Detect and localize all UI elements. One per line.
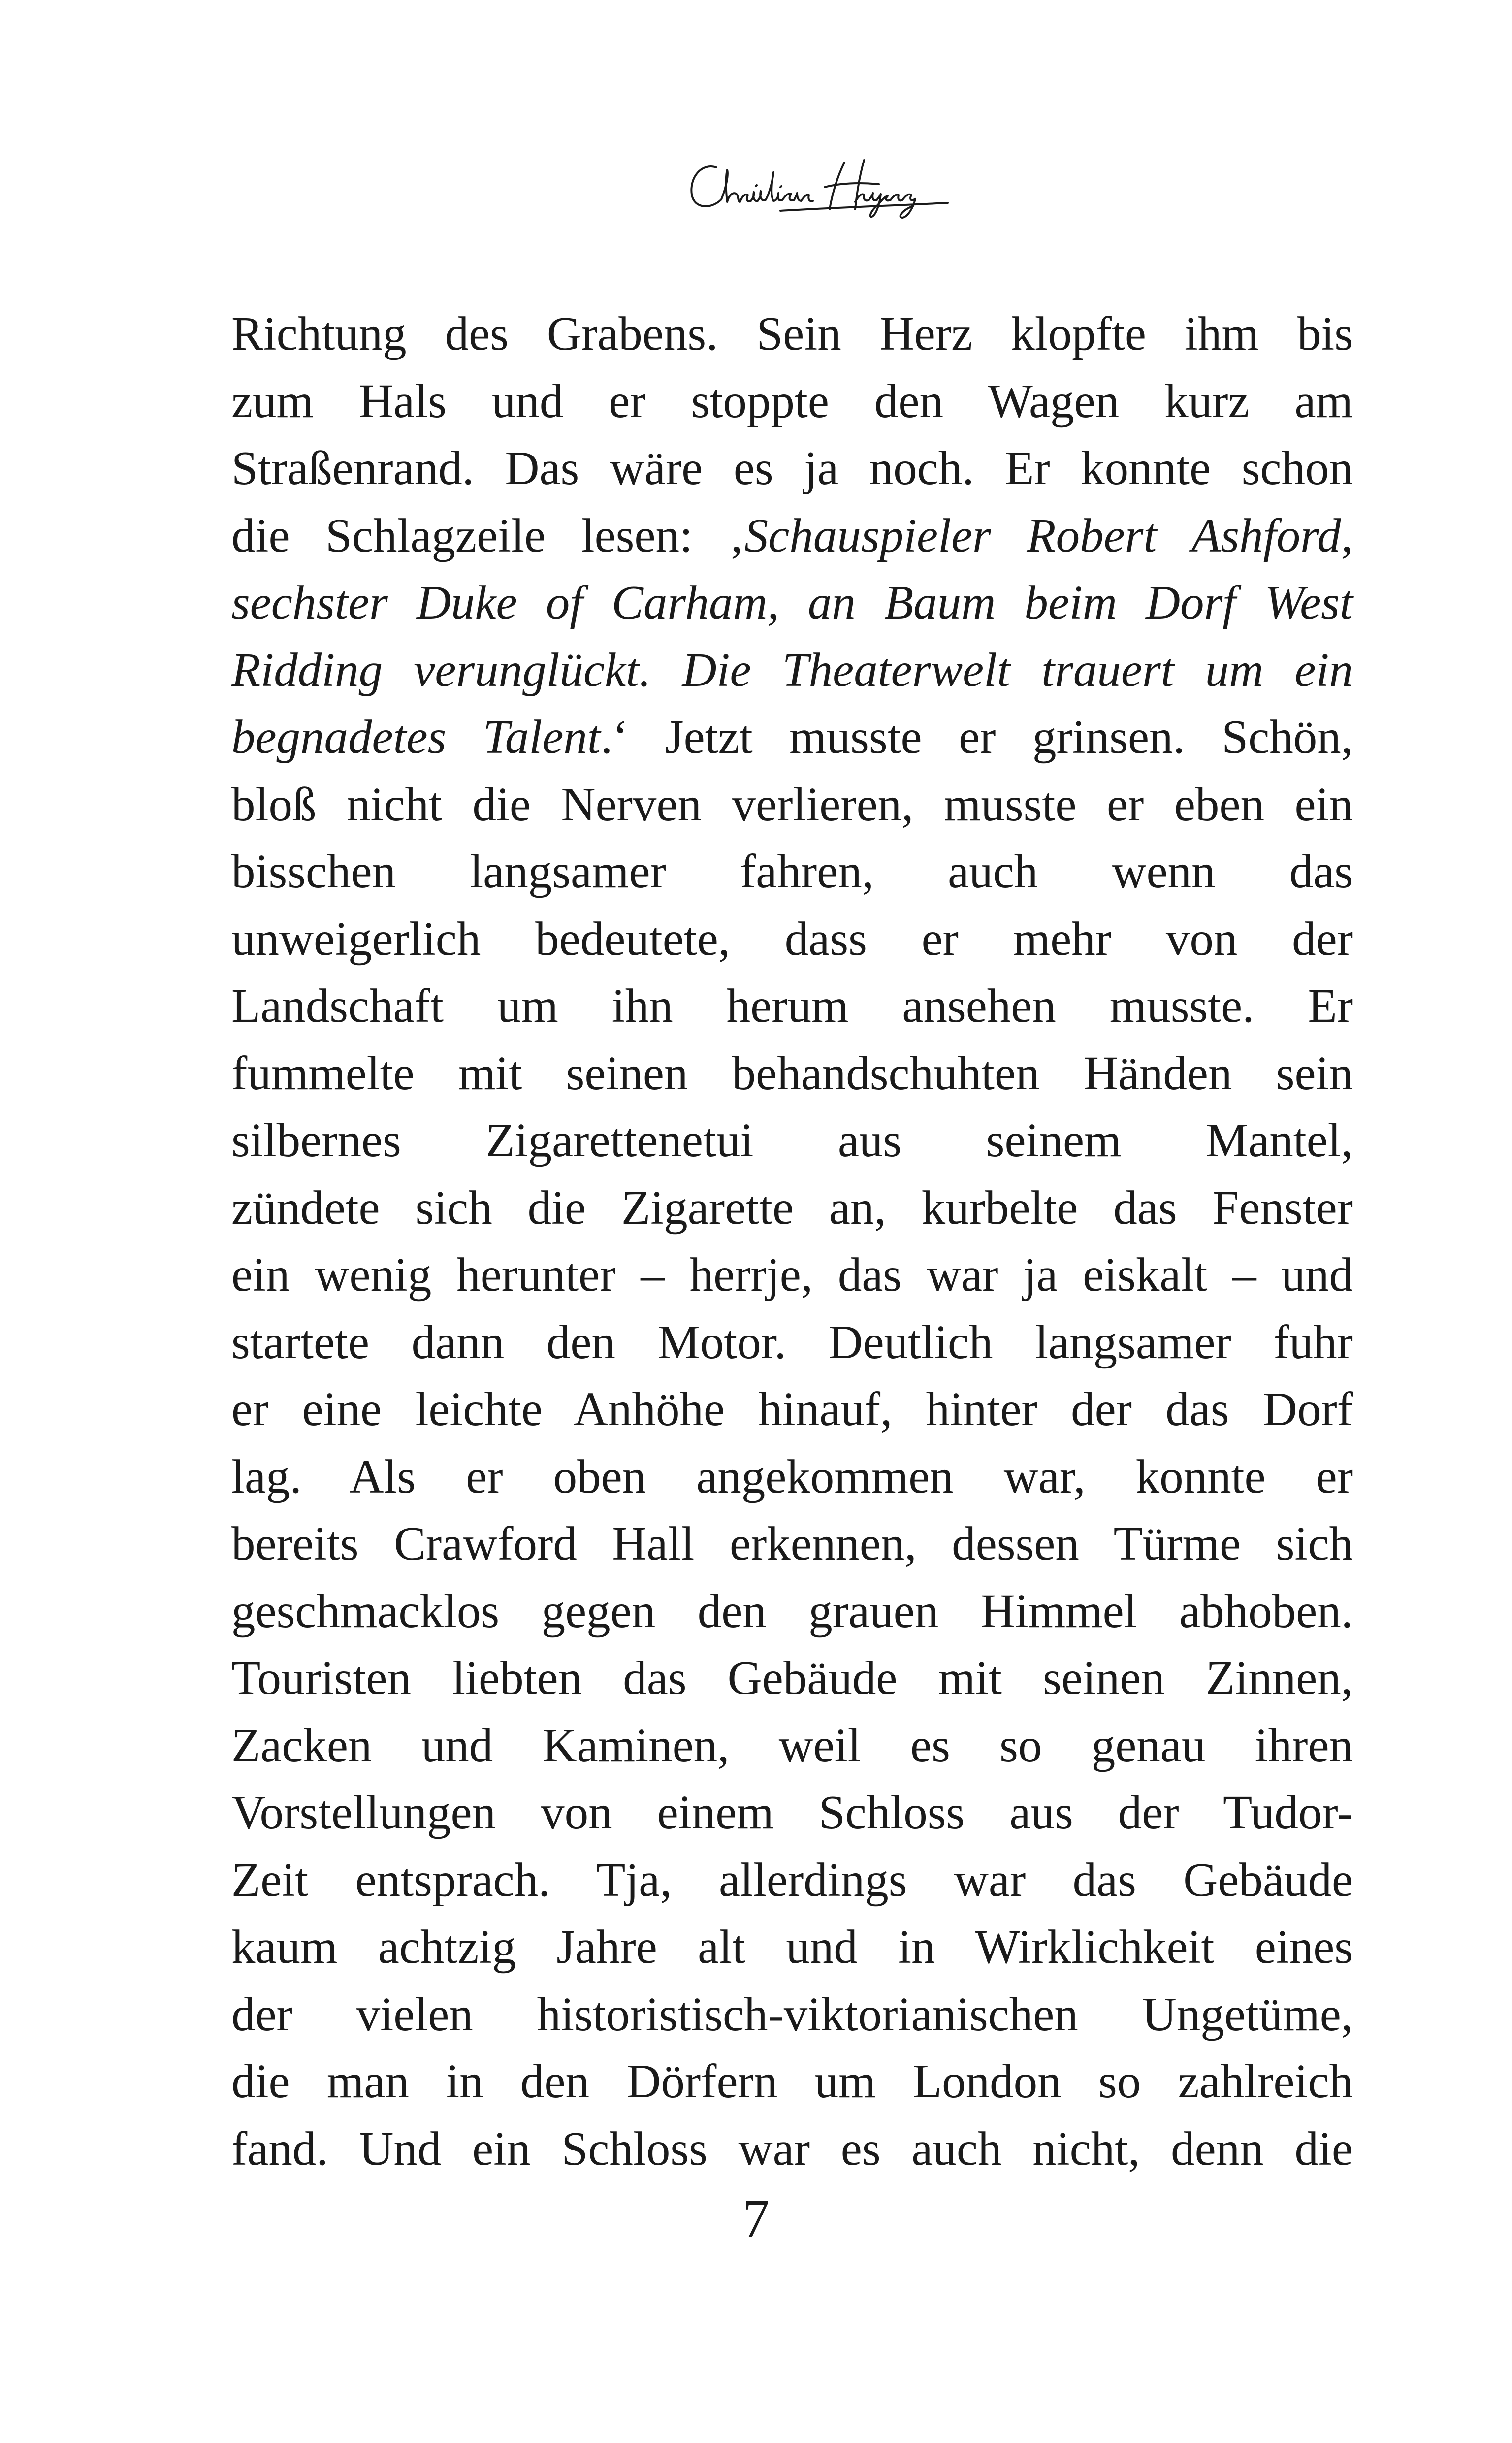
- text-line: [231, 1578, 1353, 1645]
- text-line: [231, 704, 1353, 771]
- text-segment: bereits Crawford Hall erkennen, dessen Türme sich: [231, 1517, 1353, 1570]
- text-segment: .‘ Jetzt musste er grinsen. Schön,: [600, 711, 1353, 763]
- signature-drawing: [682, 148, 958, 227]
- text-line: [231, 1443, 1353, 1511]
- text-line: [231, 1645, 1353, 1712]
- text-segment: fummelte mit seinen behandschuhten Händen sein: [231, 1046, 1353, 1100]
- text-segment: fand. Und ein Schloss war es auch nicht, denn die: [231, 2122, 1353, 2175]
- text-line: [231, 637, 1353, 704]
- text-segment: geschmacklos gegen den grauen Himmel abhoben.: [231, 1584, 1353, 1637]
- text-line: [231, 771, 1353, 839]
- text-segment: bloß nicht die Nerven verlieren, musste er eben ein: [231, 778, 1353, 831]
- text-segment: Zeit entsprach. Tja, allerdings war das Gebäude: [231, 1853, 1353, 1906]
- text-line: [231, 2116, 1353, 2183]
- text-segment: ein wenig herunter – herrje, das war ja eiskalt – und: [231, 1248, 1353, 1301]
- text-segment: Zacken und Kaminen, weil es so genau ihren: [231, 1719, 1353, 1772]
- text-line: [231, 569, 1353, 637]
- page-number: 7: [742, 2188, 770, 2248]
- text-segment: unweigerlich bedeutete, dass er mehr von der: [231, 912, 1353, 965]
- text-segment: silbernes Zigarettenetui aus seinem Mantel,: [231, 1114, 1353, 1167]
- text-segment: Landschaft um ihn herum ansehen musste. Er: [231, 979, 1353, 1032]
- italic-text-segment: begnadetes Talent: [231, 711, 601, 763]
- text-line: [231, 300, 1353, 368]
- text-line: [231, 1241, 1353, 1309]
- text-segment: zündete sich die Zigarette an, kurbelte das Fenster: [231, 1181, 1353, 1234]
- text-segment: Vorstellungen von einem Schloss aus der Tudor-: [231, 1786, 1353, 1839]
- text-line: [231, 368, 1353, 435]
- text-line: [231, 1779, 1353, 1847]
- text-line: [231, 1309, 1353, 1376]
- text-line: [231, 1040, 1353, 1107]
- italic-text-segment: sechster Duke of Carham, an Baum beim Dorf West: [231, 576, 1353, 629]
- text-segment: bisschen langsamer fahren, auch wenn das: [231, 845, 1353, 898]
- text-line: [231, 502, 1353, 570]
- text-line: [231, 2048, 1353, 2116]
- text-line: [231, 435, 1353, 502]
- text-line: [231, 1914, 1353, 1981]
- text-segment: lag. Als er oben angekommen war, konnte er: [231, 1450, 1353, 1503]
- text-line: [231, 1107, 1353, 1174]
- text-segment: zum Hals und er stoppte den Wagen kurz am: [231, 374, 1353, 427]
- text-segment: die Schlagzeile lesen: ‚: [231, 509, 744, 562]
- text-line: [231, 1376, 1353, 1443]
- text-segment: Richtung des Grabens. Sein Herz klopfte ihm bis: [231, 307, 1353, 360]
- author-signature-logo: [682, 148, 958, 227]
- text-segment: Touristen liebten das Gebäude mit seinen Zinnen,: [231, 1652, 1353, 1704]
- text-line: [231, 838, 1353, 906]
- text-line: [231, 1847, 1353, 1914]
- text-segment: Straßenrand. Das wäre es ja noch. Er konnte schon: [231, 442, 1353, 494]
- text-line: [231, 906, 1353, 973]
- body-paragraph: [231, 300, 1353, 2182]
- text-line: [231, 1174, 1353, 1242]
- text-line: [231, 973, 1353, 1040]
- text-segment: die man in den Dörfern um London so zahlreich: [231, 2055, 1353, 2108]
- text-line: [231, 1510, 1353, 1578]
- text-segment: startete dann den Motor. Deutlich langsamer fuhr: [231, 1315, 1353, 1368]
- text-segment: kaum achtzig Jahre alt und in Wirklichkeit eines: [231, 1921, 1353, 1973]
- text-line: [231, 1712, 1353, 1780]
- italic-text-segment: Ridding verunglückt. Die Theaterwelt trauert um ein: [231, 643, 1353, 696]
- text-segment: er eine leichte Anhöhe hinauf, hinter der das Dorf: [231, 1383, 1353, 1435]
- italic-text-segment: Schauspieler Robert Ashford,: [744, 509, 1353, 562]
- text-line: [231, 1981, 1353, 2049]
- text-segment: der vielen historistisch-viktorianischen Ungetüme,: [231, 1987, 1353, 2041]
